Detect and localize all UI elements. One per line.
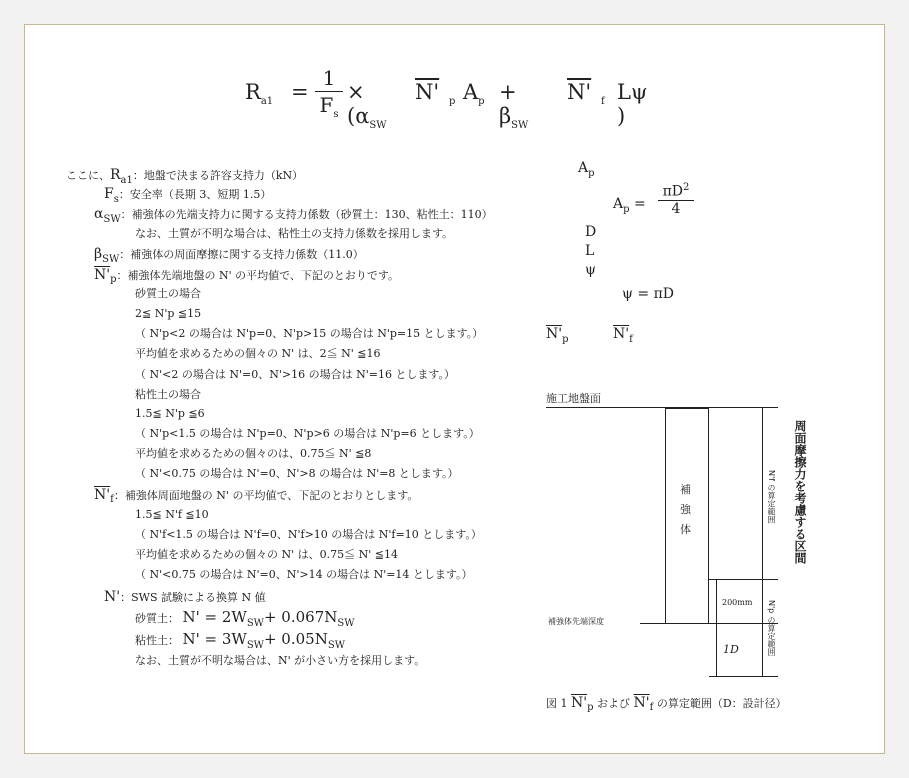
definition-np: $N'_p$：補強体先端地盤の N' の平均値で、下記のとおりです。 [94,267,400,286]
clay-heading: 粘性土の場合 [135,388,201,401]
symbol-ap: $A_p$ [578,160,595,179]
psi-equation: ψ = πD [622,286,675,302]
definition-fs: $F_s$：安全率（長期 3、短期 1.5） [104,186,272,205]
symbol-np: $N'_p$ [546,326,569,345]
symbol-psi: ψ [585,262,596,278]
symbol-d: D [585,224,597,240]
tip-depth-label: 補強体先端深度 [548,617,604,626]
definition-asw: $\alpha_{SW}$：補強体の先端支持力に関する支持力係数（砂質土：130、粘性土：110） [94,206,493,225]
symbol-l: L [585,243,595,259]
tip-depth-line [640,623,778,624]
definition-bsw: $\beta_{SW}$：補強体の周面摩擦に関する支持力係数（11.0） [94,246,364,265]
label-200mm: 200mm [722,598,753,607]
sand-each: 平均値を求めるための個々の N' は、2≦ N' ≦16 [135,347,381,360]
nf-each: 平均値を求めるための個々の N' は、0.75≦ N' ≦14 [135,548,398,561]
dim-1d [716,624,717,676]
figure-caption: 図 1 $N'_p$ および $N'_f$ の算定範囲（D：設計径） [546,695,787,714]
n-clay-formula: 粘性土： $N' = 3W_{SW}+ 0.05N_{SW}$ [135,630,345,651]
side-friction-label: 周面摩擦力を考慮する区間 [793,420,807,564]
ground-line [546,407,778,408]
ground-surface-label: 施工地盤面 [546,392,601,405]
nf-range-arrow [762,408,763,579]
sand-note: （ N'p<2 の場合は N'p=0、N'p>15 の場合は N'p=15 とします。） [135,327,484,340]
nf-each-note: （ N'<0.75 の場合は N'=0、N'>14 の場合は N'=14 とします。） [135,568,473,581]
sand-heading: 砂質土の場合 [135,287,201,300]
ap-equation: $A_p$ = [613,196,646,215]
clay-note: （ N'p<1.5 の場合は N'p=0、N'p>6 の場合は N'p=6 とします。） [135,427,480,440]
ap-fraction: $\pi D^2$ 4 [658,182,694,217]
clay-range: 1.5≦ N'p ≦6 [135,407,205,420]
nf-range-label: N'f の算定範囲 [767,470,776,524]
definition-intro: ここに、$R_{a1}$：地盤で決まる許容支持力（kN） [66,167,304,186]
definition-n: N'：SWS 試験による換算 N 値 [104,589,266,605]
np-range-label: N'p の算定範囲 [767,600,776,656]
n-sand-formula: 砂質土： $N' = 2W_{SW}+ 0.067N_{SW}$ [135,608,355,629]
symbol-nf: $N'_f$ [613,326,633,345]
np-range-arrow [762,580,763,676]
line-1d-bottom [709,676,778,677]
nf-note: （ N'f<1.5 の場合は N'f=0、N'f>10 の場合は N'f=10 とします。） [135,528,482,541]
clay-each-note: （ N'<0.75 の場合は N'=0、N'>8 の場合は N'=8 とします。） [135,467,459,480]
clay-each: 平均値を求めるための個々のは、0.75≦ N' ≦8 [135,447,372,460]
dim-200mm [716,580,717,623]
n-note: なお、土質が不明な場合は、N' が小さい方を採用します。 [135,654,426,667]
fraction: 1 $F_s$ [315,66,343,120]
line-200mm-top [709,579,778,580]
sand-each-note: （ N'<2 の場合は N'=0、N'>16 の場合は N'=16 とします。） [135,368,456,381]
definition-nf: $N'_f$：補強体周面地盤の N' の平均値で、下記のとおりとします。 [94,487,419,506]
sand-range: 2≦ N'p ≦15 [135,307,202,320]
nf-range: 1.5≦ N'f ≦10 [135,508,209,521]
definition-asw-note: なお、土質が不明な場合は、粘性土の支持力係数を採用します。 [135,227,454,240]
label-1d: 1D [723,643,739,656]
body-label: 補 強 体 [680,483,691,536]
